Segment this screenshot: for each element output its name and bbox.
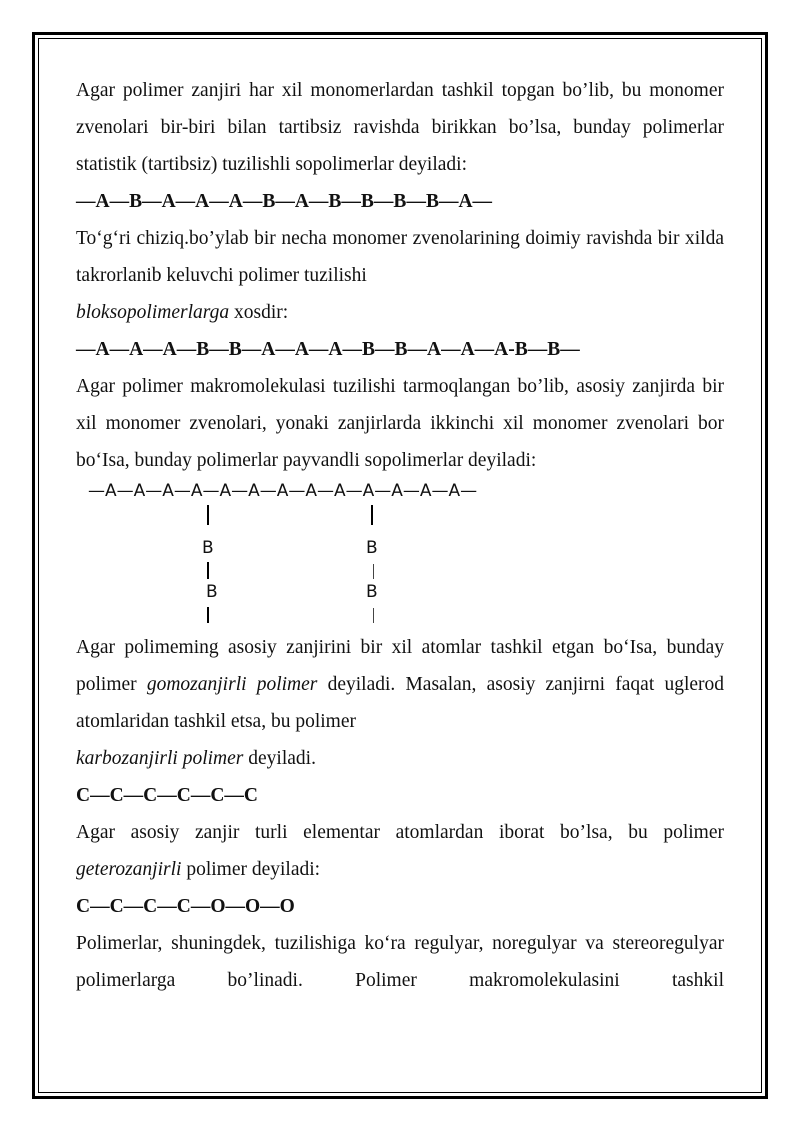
- formula-carbon-chain: C—C—C—C—C—C: [76, 785, 258, 806]
- term-homochain-polymer: gomozanjirli polimer: [146, 674, 318, 695]
- formula-hetero-chain: C—C—C—C—O—O—O: [76, 896, 295, 917]
- graft-branch-b-left-2: B: [206, 582, 218, 602]
- paragraph-homochain-text-2: deyiladi. Masalan, asosiy zanjirni faqat uglerod atomlaridan tashkil etsa, bu polimer: [76, 674, 725, 732]
- paragraph-heterochain-polymer: [76, 814, 724, 888]
- graft-branch-b-right-1: B: [366, 538, 378, 558]
- term-carbochain-polymer: karbozanjirli polimer: [76, 748, 244, 769]
- graft-bond-left-2: [207, 562, 209, 579]
- graft-main-chain: —A—A—A—A—A—A—A—A—A—A—A—A—A—: [88, 481, 478, 501]
- paragraph-block-text: To‘g‘ri chiziq.bo’ylab bir necha monomer zvenolarining doimiy ravishda bir xilda takrorlanib keluvchi polimer tuzilishi: [76, 228, 724, 286]
- formula-block-chain: —A—A—A—B—B—A—A—A—B—B—A—A—A-B—B—: [76, 339, 580, 360]
- paragraph-homochain-polymer: [76, 629, 724, 777]
- term-heterochain: geterozanjirli: [76, 859, 182, 880]
- graft-branch-b-left-1: B: [202, 538, 214, 558]
- paragraph-block-text-end: xosdir:: [229, 302, 289, 323]
- graft-bond-left-3: [207, 607, 209, 623]
- term-block-copolymers: bloksopolimerlarga: [76, 302, 230, 323]
- paragraph-heterochain-text-2: polimer deyiladi:: [181, 859, 321, 880]
- paragraph-homochain-text-1: Agar polimeming asosiy zanjirini bir xil atomlar tashkil etgan bo‘Isa, bunday polimer: [76, 637, 724, 695]
- graft-copolymer-diagram: [76, 479, 724, 629]
- formula-statistical-chain: —A—B—A—A—A—B—A—B—B—B—B—A—: [76, 191, 493, 212]
- page-content: [76, 72, 724, 999]
- paragraph-statistical-copolymers: Agar polimer zanjiri har xil monomerlardan tashkil topgan bo’lib, bu monomer zvenolari bir-biri bilan tartibsiz ravishda birikkan bo’lsa, bunday polimerlar statistik (tartibsiz) tuzilishli sopolimerlar deyiladi:: [76, 80, 724, 175]
- graft-bond-right-1: [371, 505, 373, 525]
- paragraph-homochain-text-3: deyiladi.: [243, 748, 316, 769]
- graft-bond-left-1: [207, 505, 209, 525]
- graft-bond-right-3: [373, 608, 374, 623]
- paragraph-regularity: Polimerlar, shuningdek, tuzilishiga ko‘ra regulyar, noregulyar va stereoregulyar polimerlarga bo’linadi. Polimer makromolekulasini tashkil: [76, 933, 724, 991]
- graft-branch-b-right-2: B: [366, 582, 378, 602]
- paragraph-graft-copolymers: Agar polimer makromolekulasi tuzilishi tarmoqlangan bo’lib, asosiy zanjirda bir xil monomer zvenolari, yonaki zanjirlarda ikkinchi xil monomer zvenolari bor bo‘Isa, bunday polimerlar payvandli sopolimerlar deyiladi:: [76, 376, 724, 471]
- paragraph-heterochain-text-1: Agar asosiy zanjir turli elementar atomlardan iborat bo’lsa, bu polimer: [76, 822, 724, 843]
- graft-bond-right-2: [373, 564, 374, 579]
- paragraph-block-copolymers: [76, 220, 724, 331]
